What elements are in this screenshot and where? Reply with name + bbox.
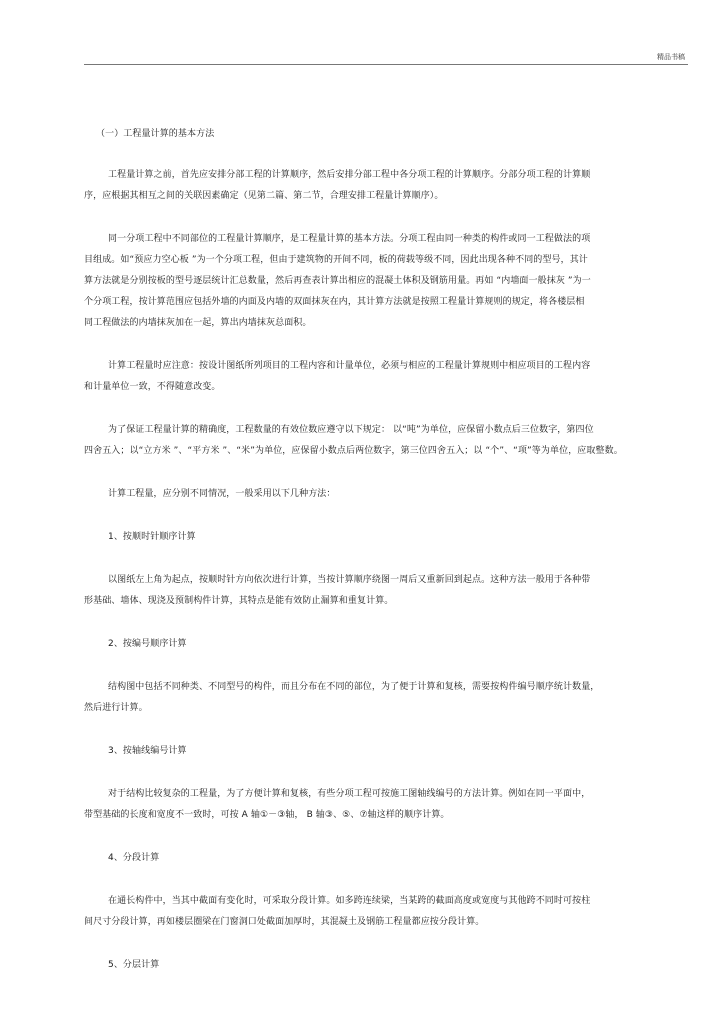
paragraph-3: [84, 356, 688, 398]
paragraph-line: 算方法就是分别按板的型号逐层统计汇总数量，然后再查表计算出相应的混凝土体积及钢筋用量。再如 “内墙面一般抹灰 ”为一: [84, 276, 591, 286]
paragraph-line: 计算工程量时应注意：按设计图纸所列项目的工程内容和计量单位，必须与相应的工程量计算规则中相应项目的工程内容: [108, 361, 591, 371]
paragraph-line: 目组成。如“预应力空心板 ”为一个分项工程，但由于建筑物的开间不同，板的荷载等级不同，因此出现各种不同的型号，其计: [84, 255, 588, 265]
paragraph-line: 间尺寸分段计算，再如楼层圈梁在门窗洞口处截面加厚时，其混凝土及钢筋工程量都应按分段计算。: [84, 917, 485, 927]
subheading-2: 2、按编号顺序计算: [108, 639, 187, 649]
subheading-1: 1、按顺时针顺序计算: [108, 532, 196, 542]
document-body: [84, 124, 688, 976]
paragraph-5: [84, 484, 688, 505]
paragraph-9: [84, 891, 688, 933]
section-title: （一）工程量计算的基本方法: [96, 129, 215, 139]
paragraph-line: 然后进行计算。: [84, 703, 148, 713]
paragraph-line: 在通长构件中，当其中截面有变化时，可采取分段计算。如多跨连续梁，当某跨的截面高度或宽度与其他跨不同时可按柱: [108, 896, 591, 906]
paragraph-line: 同工程做法的内墙抹灰加在一起，算出内墙抹灰总面积。: [84, 318, 312, 328]
paragraph-7: [84, 677, 688, 719]
paragraph-4: [84, 420, 688, 462]
header-rule: [84, 64, 688, 65]
paragraph-line: 计算工程量，应分别不同情况，一般采用以下几种方法：: [108, 489, 336, 499]
paragraph-line: 序，应根据其相互之间的关联因素确定（见第二篇、第二节，合理安排工程量计算顺序）。: [84, 191, 444, 201]
paragraph-2: [84, 229, 688, 334]
paragraph-line: 带型基础的长度和宽度不一致时，可按 A 轴①－③轴， B 轴③、⑤、⑦轴这样的顺序计算。: [84, 810, 450, 820]
paragraph-line: 为了保证工程量计算的精确度，工程数量的有效位数应遵守以下规定： 以“吨”为单位，应保留小数点后三位数字，第四位: [108, 425, 594, 435]
paragraph-line: 工程量计算之前，首先应安排分部工程的计算顺序，然后安排分部工程中各分项工程的计算顺序。分部分项工程的计算顺: [108, 170, 591, 180]
paragraph-6: [84, 570, 688, 612]
paragraph-line: 个分项工程，按计算范围应包括外墙的内面及内墙的双面抹灰在内，其计算方法就是按照工程量计算规则的规定，将各楼层相: [84, 297, 585, 307]
subheading-3: 3、按轴线编号计算: [108, 746, 187, 756]
paragraph-line: 四舍五入；以“立方米 ”、“平方米 ”、“米”为单位，应保留小数点后两位数字，第三位四舍五入；以 “个”、“项”等为单位，应取整数。: [84, 446, 623, 456]
paragraph-line: 形基础、墙体、现浇及预制构件计算，其特点是能有效防止漏算和重复计算。: [84, 596, 394, 606]
paragraph-1: [84, 165, 688, 207]
paragraph-line: 结构图中包括不同种类、不同型号的构件，而且分布在不同的部位，为了便于计算和复核，需要按构件编号顺序统计数量，: [108, 682, 600, 692]
paragraph-line: 以图纸左上角为起点，按顺时针方向依次进行计算，当按计算顺序绕图一周后又重新回到起点。这种方法一般用于各种带: [108, 575, 591, 585]
subheading-5: 5、分层计算: [108, 960, 160, 970]
paragraph-line: 和计量单位一致，不得随意改变。: [84, 382, 221, 392]
paragraph-line: 对于结构比较复杂的工程量，为了方便计算和复核，有些分项工程可按施工图轴线编号的方法计算。例如在同一平面中，: [108, 789, 591, 799]
header-label: 精品书稿: [657, 53, 685, 61]
paragraph-8: [84, 784, 688, 826]
paragraph-line: 同一分项工程中不同部位的工程量计算顺序，是工程量计算的基本方法。分项工程由同一种类的构件或同一工程做法的项: [108, 234, 591, 244]
subheading-4: 4、分段计算: [108, 853, 160, 863]
